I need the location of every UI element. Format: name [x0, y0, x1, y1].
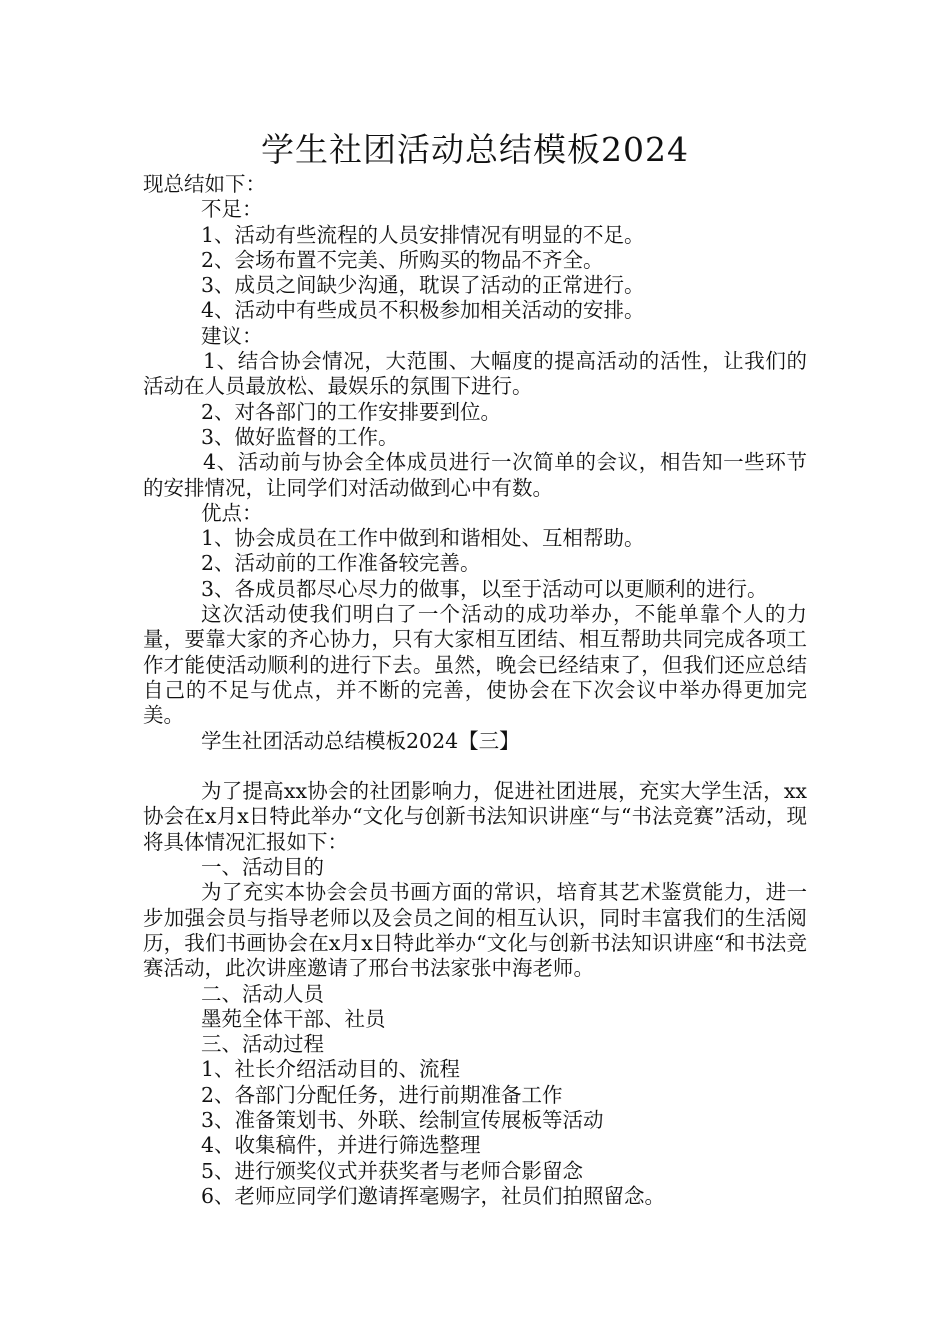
section-heading-strengths: 优点： [201, 500, 263, 525]
document-body [143, 172, 807, 1209]
list-item: 4、收集稿件，并进行筛选整理 [201, 1133, 481, 1158]
paragraph: 墨苑全体干部、社员 [201, 1006, 386, 1031]
paragraph: 为了提高xx协会的社团影响力，促进社团进展，充实大学生活，xx协会在x月x日特此举办“文化与创新书法知识讲座“与“书法竞赛”活动，现将具体情况汇报如下： [143, 779, 807, 854]
section-title: 学生社团活动总结模板2024【三】 [201, 728, 520, 753]
list-item: 3、做好监督的工作。 [201, 424, 399, 449]
document-title: 学生社团活动总结模板2024 [261, 130, 689, 169]
list-item: 4、活动中有些成员不积极参加相关活动的安排。 [201, 298, 645, 323]
list-item: 4、活动前与协会全体成员进行一次简单的会议，相告知一些环节的安排情况，让同学们对活动做到心中有数。 [143, 450, 807, 500]
list-item: 3、准备策划书、外联、绘制宣传展板等活动 [201, 1107, 604, 1132]
section-heading-shortcomings: 不足： [201, 197, 263, 222]
list-item: 2、会场布置不完美、所购买的物品不齐全。 [201, 247, 604, 272]
paragraph: 为了充实本协会会员书画方面的常识，培育其艺术鉴赏能力，进一步加强会员与指导老师以及会员之间的相互认识，同时丰富我们的生活阅历，我们书画协会在x月x日特此举办“文化与创新书法知识讲座“和书法竞赛活动，此次讲座邀请了邢台书法家张中海老师。 [143, 880, 807, 981]
section-heading: 一、活动目的 [201, 855, 324, 880]
list-item: 3、各成员都尽心尽力的做事，以至于活动可以更顺利的进行。 [201, 576, 768, 601]
list-item: 3、成员之间缺少沟通，耽误了活动的正常进行。 [201, 273, 645, 298]
section-heading: 三、活动过程 [201, 1032, 324, 1057]
list-item: 1、结合协会情况，大范围、大幅度的提高活动的活性，让我们的活动在人员最放松、最娱乐的氛围下进行。 [143, 349, 807, 399]
list-item: 1、协会成员在工作中做到和谐相处、互相帮助。 [201, 526, 645, 551]
list-item: 1、社长介绍活动目的、流程 [201, 1057, 461, 1082]
list-item: 6、老师应同学们邀请挥毫赐字，社员们拍照留念。 [201, 1183, 666, 1208]
list-item: 2、对各部门的工作安排要到位。 [201, 399, 502, 424]
list-item: 2、活动前的工作准备较完善。 [201, 551, 481, 576]
section-heading-suggestions: 建议： [201, 323, 263, 348]
paragraph: 这次活动使我们明白了一个活动的成功举办，不能单靠个人的力量，要靠大家的齐心协力，只有大家相互团结、相互帮助共同完成各项工作才能使活动顺利的进行下去。虽然，晚会已经结束了，但我们还应总结自己的不足与优点，并不断的完善，使协会在下次会议中举办得更加完美。 [143, 602, 807, 728]
paragraph: 现总结如下： [143, 172, 266, 196]
list-item: 1、活动有些流程的人员安排情况有明显的不足。 [201, 222, 645, 247]
list-item: 2、各部门分配任务，进行前期准备工作 [201, 1082, 563, 1107]
list-item: 5、进行颁奖仪式并获奖者与老师合影留念 [201, 1158, 584, 1183]
blank-line [143, 754, 807, 779]
section-heading: 二、活动人员 [201, 981, 324, 1006]
